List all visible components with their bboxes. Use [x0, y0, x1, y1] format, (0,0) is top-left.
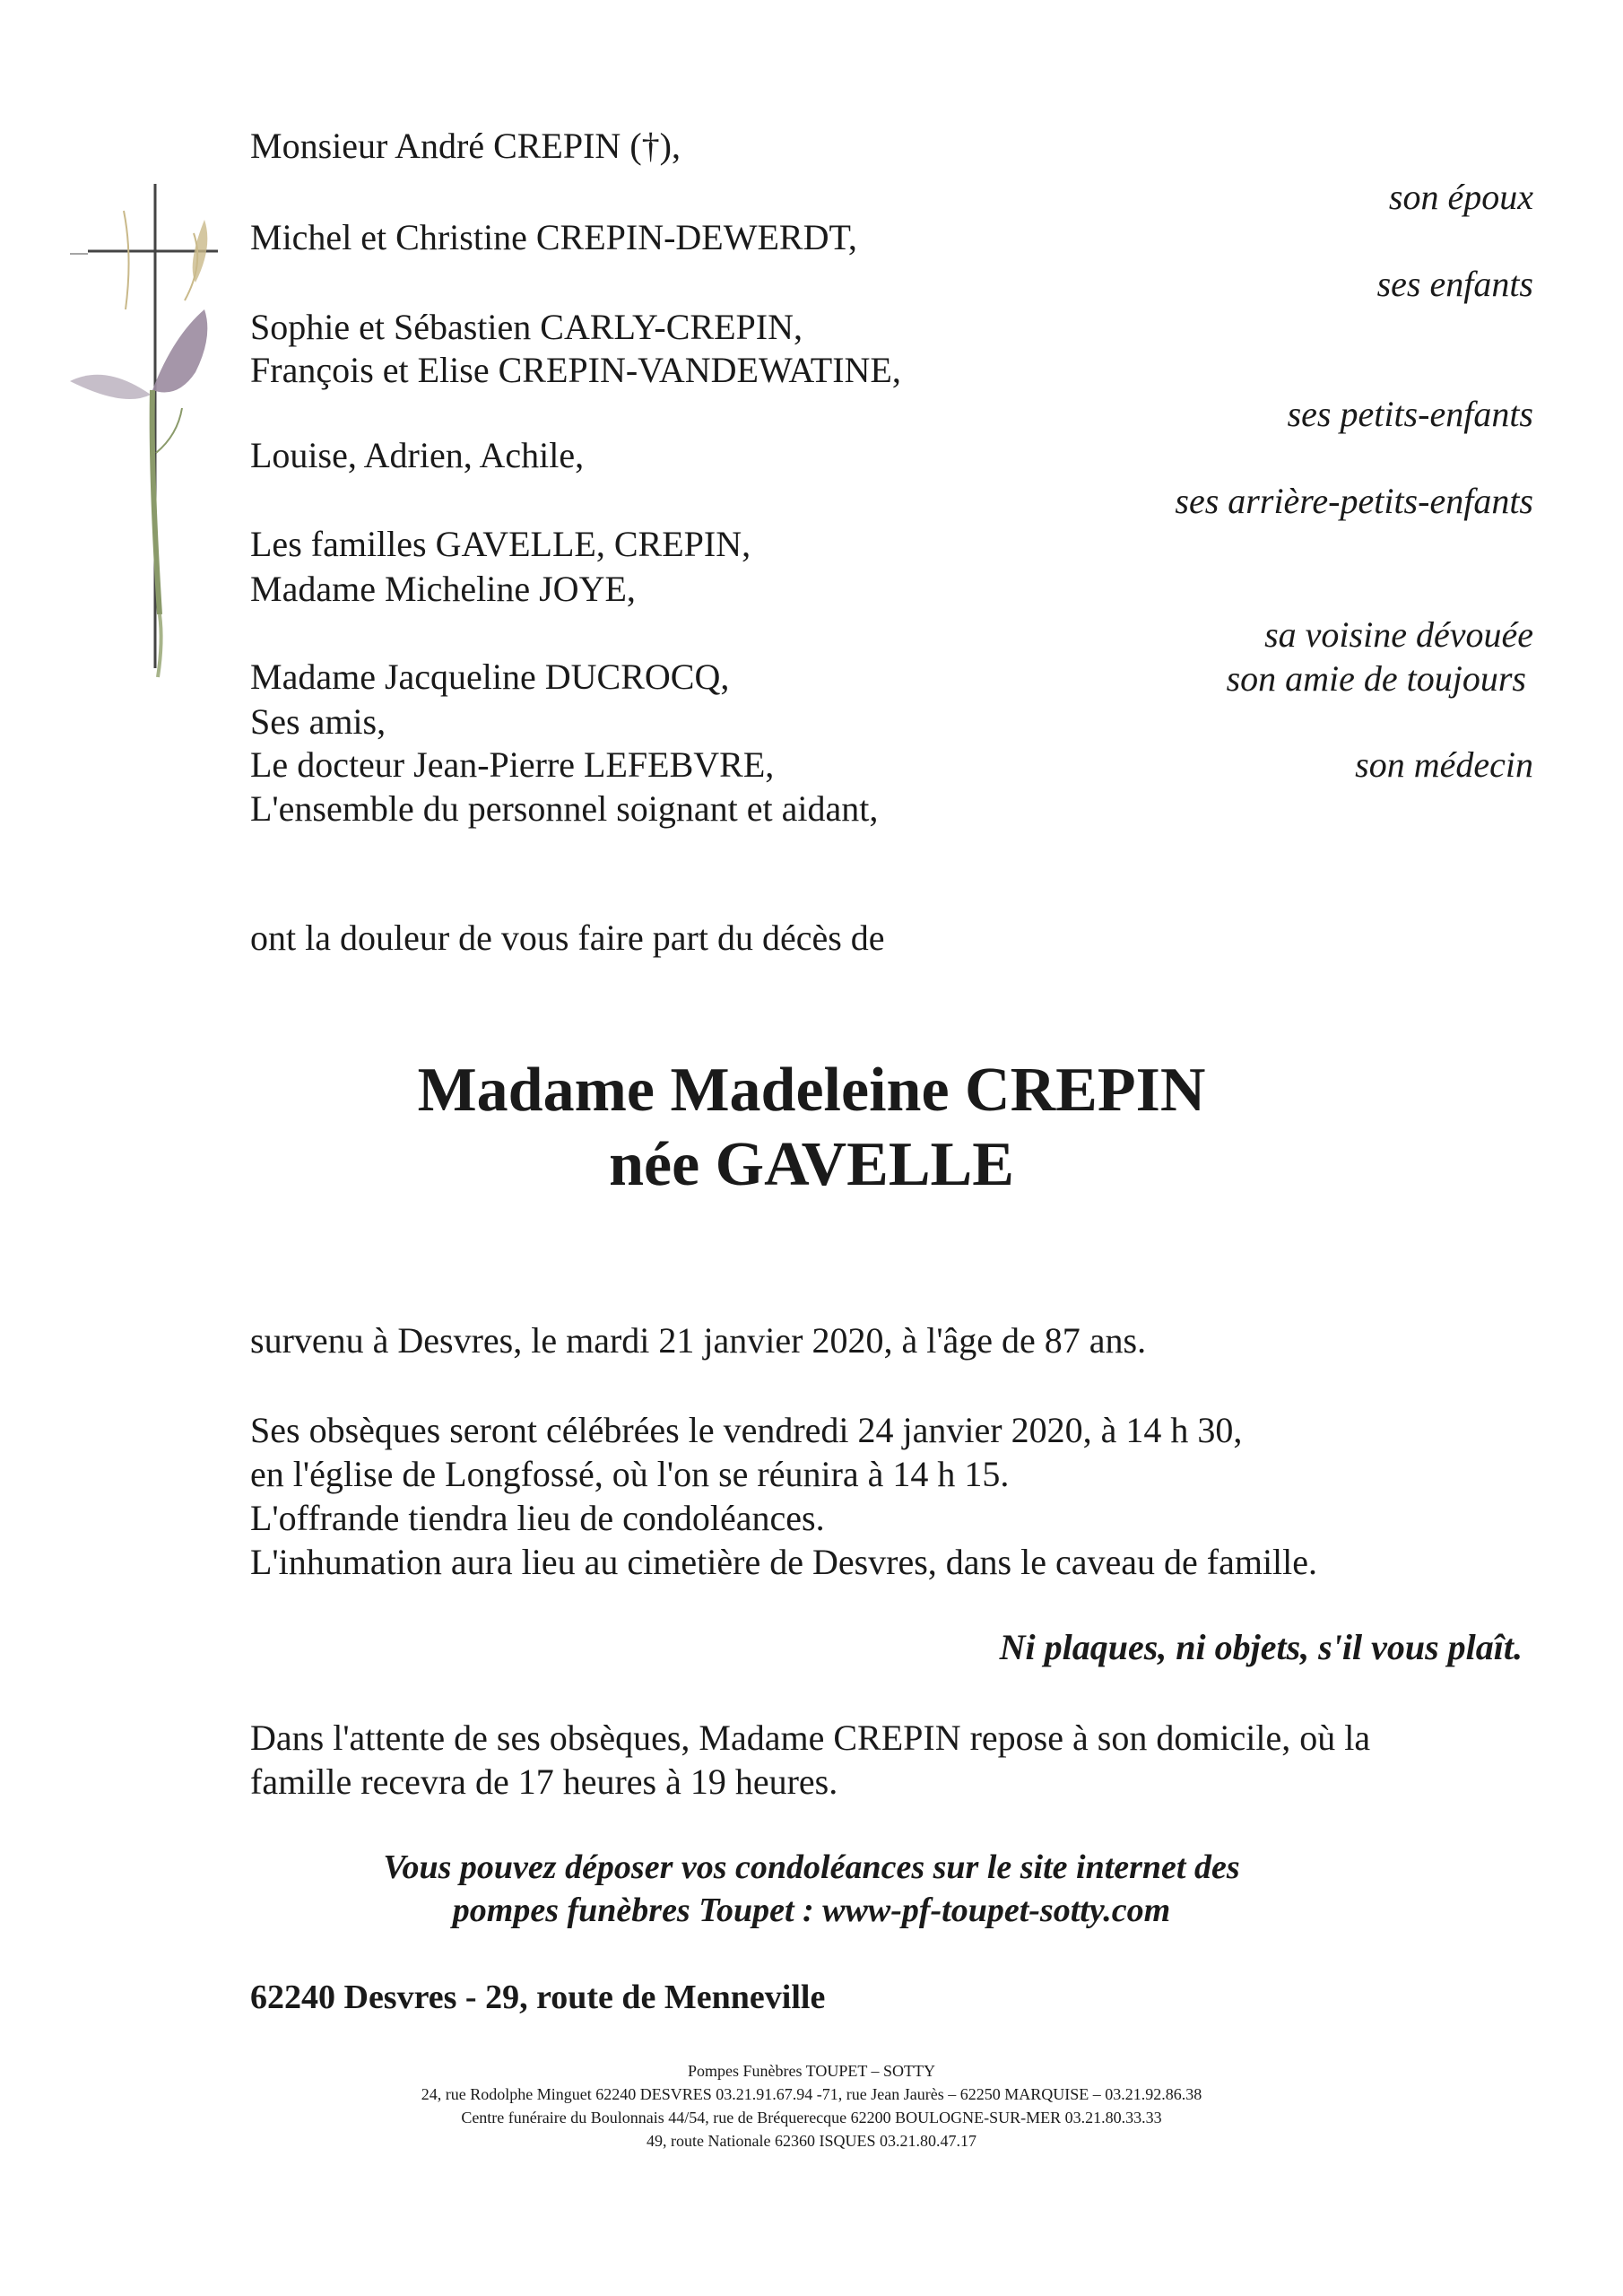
deceased-name: Madame Madeleine CREPIN [417, 1056, 1206, 1125]
no-flowers-note: Ni plaques, ni objets, s'il vous plaît. [999, 1627, 1523, 1667]
relation-label: ses enfants [1376, 264, 1533, 304]
announcement: ont la douleur de vous faire part du décès de [250, 918, 885, 958]
visitation-line: Dans l'attente de ses obsèques, Madame CREPIN repose à son domicile, où la [250, 1718, 1371, 1758]
footer-address: 49, route Nationale 62360 ISQUES 03.21.80.47.17 [647, 2132, 976, 2150]
family-line: François et Elise CREPIN-VANDEWATINE, [250, 350, 901, 390]
funeral-line: L'offrande tiendra lieu de condoléances. [250, 1498, 825, 1538]
footer-address: Centre funéraire du Boulonnais 44/54, rue de Bréquerecque 62200 BOULOGNE-SUR-MER 03.21.80.33.33 [461, 2109, 1162, 2126]
family-line: Louise, Adrien, Achile, [250, 435, 585, 475]
footer-company: Pompes Funèbres TOUPET – SOTTY [687, 2062, 935, 2080]
family-line: Madame Micheline JOYE, [250, 569, 636, 609]
deceased-maiden-name: née GAVELLE [609, 1130, 1014, 1199]
condolences-line: Vous pouvez déposer vos condoléances sur le site internet des [383, 1848, 1240, 1886]
family-line: Madame Jacqueline DUCROCQ, [250, 657, 730, 697]
relation-label: son amie de toujours [1226, 658, 1526, 699]
funeral-line: en l'église de Longfossé, où l'on se réunira à 14 h 15. [250, 1454, 1010, 1494]
family-line: Sophie et Sébastien CARLY-CREPIN, [250, 307, 803, 347]
relation-label: sa voisine dévouée [1264, 614, 1533, 655]
family-line: Le docteur Jean-Pierre LEFEBVRE, [250, 744, 775, 785]
home-address: 62240 Desvres - 29, route de Menneville [250, 1979, 826, 2016]
relation-label: son médecin [1355, 744, 1533, 785]
family-line: Ses amis, [250, 701, 386, 742]
funeral-line: Ses obsèques seront célébrées le vendredi 24 janvier 2020, à 14 h 30, [250, 1410, 1243, 1450]
family-line: Monsieur André CREPIN (†), [250, 126, 681, 166]
family-line: Les familles GAVELLE, CREPIN, [250, 524, 751, 564]
condolences-line: pompes funèbres Toupet : www-pf-toupet-sotty.com [452, 1892, 1171, 1929]
funeral-line: L'inhumation aura lieu au cimetière de Desvres, dans le caveau de famille. [250, 1542, 1318, 1582]
death-info: survenu à Desvres, le mardi 21 janvier 2020, à l'âge de 87 ans. [250, 1320, 1147, 1361]
relation-label: ses arrière-petits-enfants [1175, 481, 1533, 521]
relation-label: ses petits-enfants [1287, 394, 1533, 434]
family-line: L'ensemble du personnel soignant et aidant, [250, 788, 879, 829]
footer-address: 24, rue Rodolphe Minguet 62240 DESVRES 03.21.91.67.94 -71, rue Jean Jaurès – 62250 MARQUISE – 03.21.92.86.38 [421, 2085, 1202, 2103]
visitation-line: famille recevra de 17 heures à 19 heures. [250, 1761, 838, 1802]
cross-lily-emblem-icon [70, 184, 240, 686]
relation-label: son époux [1388, 177, 1533, 217]
family-line: Michel et Christine CREPIN-DEWERDT, [250, 217, 857, 257]
